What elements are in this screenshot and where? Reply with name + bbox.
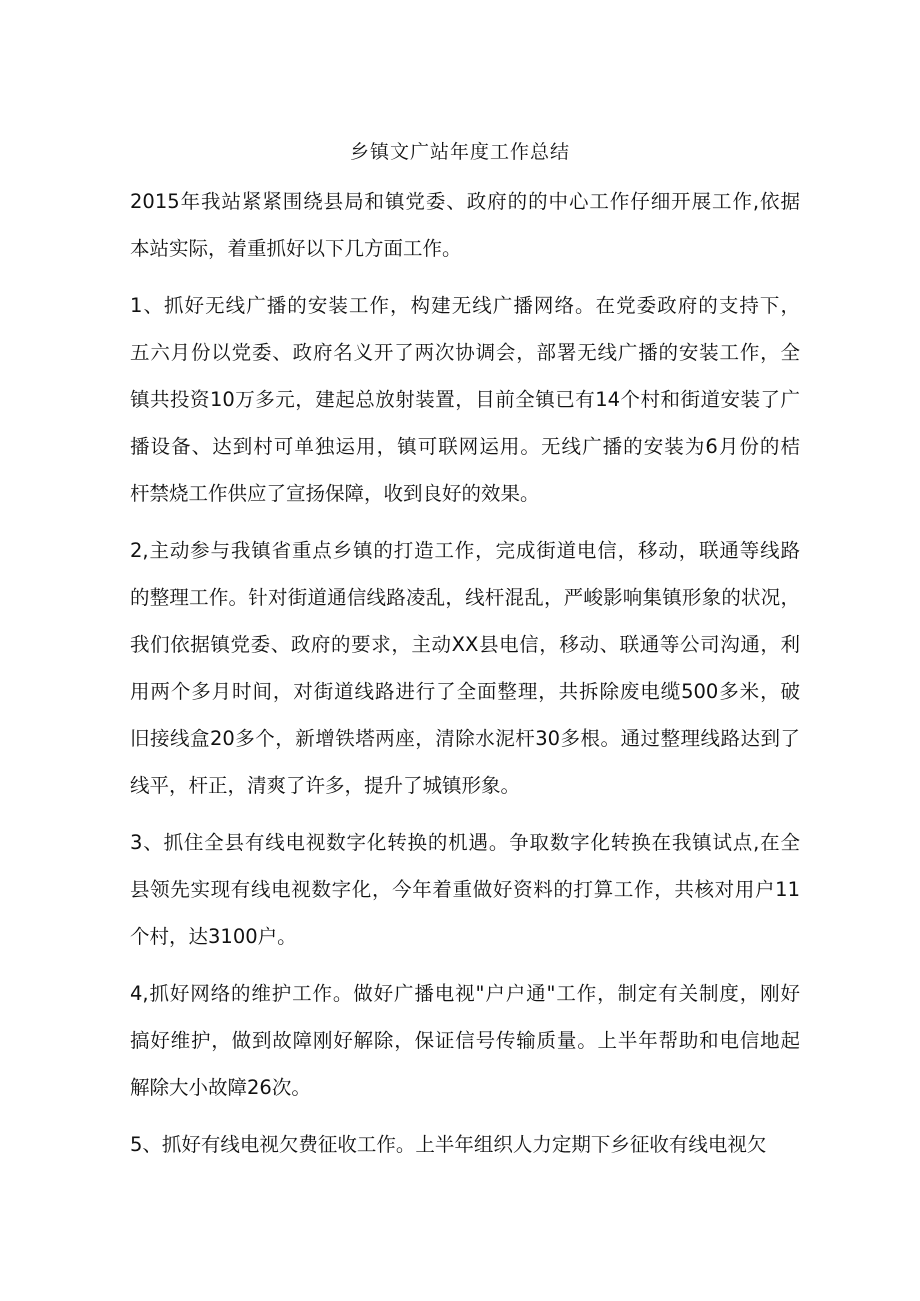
paragraph-line: 搞好维护，做到故障刚好解除，保证信号传输质量。上半年帮助和电信地起 (130, 1029, 800, 1052)
paragraph-line: 县领先实现有线电视数字化，今年着重做好资料的打算工作，共核对用户11 (130, 878, 800, 901)
paragraph-line: 2,主动参与我镇省重点乡镇的打造工作，完成街道电信，移动，联通等线路 (130, 539, 800, 562)
paragraph (130, 1121, 800, 1168)
paragraph-line: 杆禁烧工作供应了宣扬保障，收到良好的效果。 (130, 482, 540, 505)
paragraph-line: 3、抓住全县有线电视数字化转换的机遇。争取数字化转换在我镇试点,在全 (130, 831, 800, 854)
paragraph (130, 970, 800, 1111)
paragraph-line: 5、抓好有线电视欠费征收工作。上半年组织人力定期下乡征收有线电视欠 (130, 1133, 767, 1156)
paragraph-line: 线平，杆正，清爽了许多，提升了城镇形象。 (130, 774, 521, 797)
paragraph-line: 解除大小故障26次。 (130, 1076, 311, 1099)
paragraph-line: 我们依据镇党委、政府的要求，主动XX县电信，移动、联通等公司沟通，利 (130, 633, 800, 656)
paragraph (130, 282, 800, 517)
paragraph-line: 2015年我站紧紧围绕县局和镇党委、政府的的中心工作仔细开展工作,依据 (130, 190, 800, 213)
paragraph-line: 播设备、达到村可单独运用，镇可联网运用。无线广播的安装为6月份的桔 (130, 435, 800, 458)
paragraph-line: 本站实际，着重抓好以下几方面工作。 (130, 237, 462, 260)
paragraph-line: 4,抓好网络的维护工作。做好广播电视"户户通"工作，制定有关制度，刚好 (130, 982, 800, 1005)
document-title: 乡镇文广站年度工作总结 (349, 141, 570, 163)
paragraph-line: 镇共投资10万多元，建起总放射装置，目前全镇已有14个村和街道安装了广 (130, 388, 800, 411)
paragraph-line: 五六月份以党委、政府名义开了两次协调会，部署无线广播的安装工作，全 (130, 341, 800, 364)
paragraph-line: 旧接线盒20多个，新增铁塔两座，清除水泥杆30多根。通过整理线路达到了 (130, 727, 800, 750)
paragraph (130, 819, 800, 960)
paragraph (130, 178, 800, 272)
paragraph-line: 的整理工作。针对街道通信线路凌乱，线杆混乱，严峻影响集镇形象的状况， (130, 586, 800, 609)
paragraph (130, 527, 800, 809)
paragraph-line: 1、抓好无线广播的安装工作，构建无线广播网络。在党委政府的支持下， (130, 294, 800, 317)
document-body (130, 178, 800, 1178)
paragraph-line: 个村，达3100户。 (130, 925, 297, 948)
paragraph-line: 用两个多月时间，对街道线路进行了全面整理，共拆除废电缆500多米，破 (130, 680, 800, 703)
